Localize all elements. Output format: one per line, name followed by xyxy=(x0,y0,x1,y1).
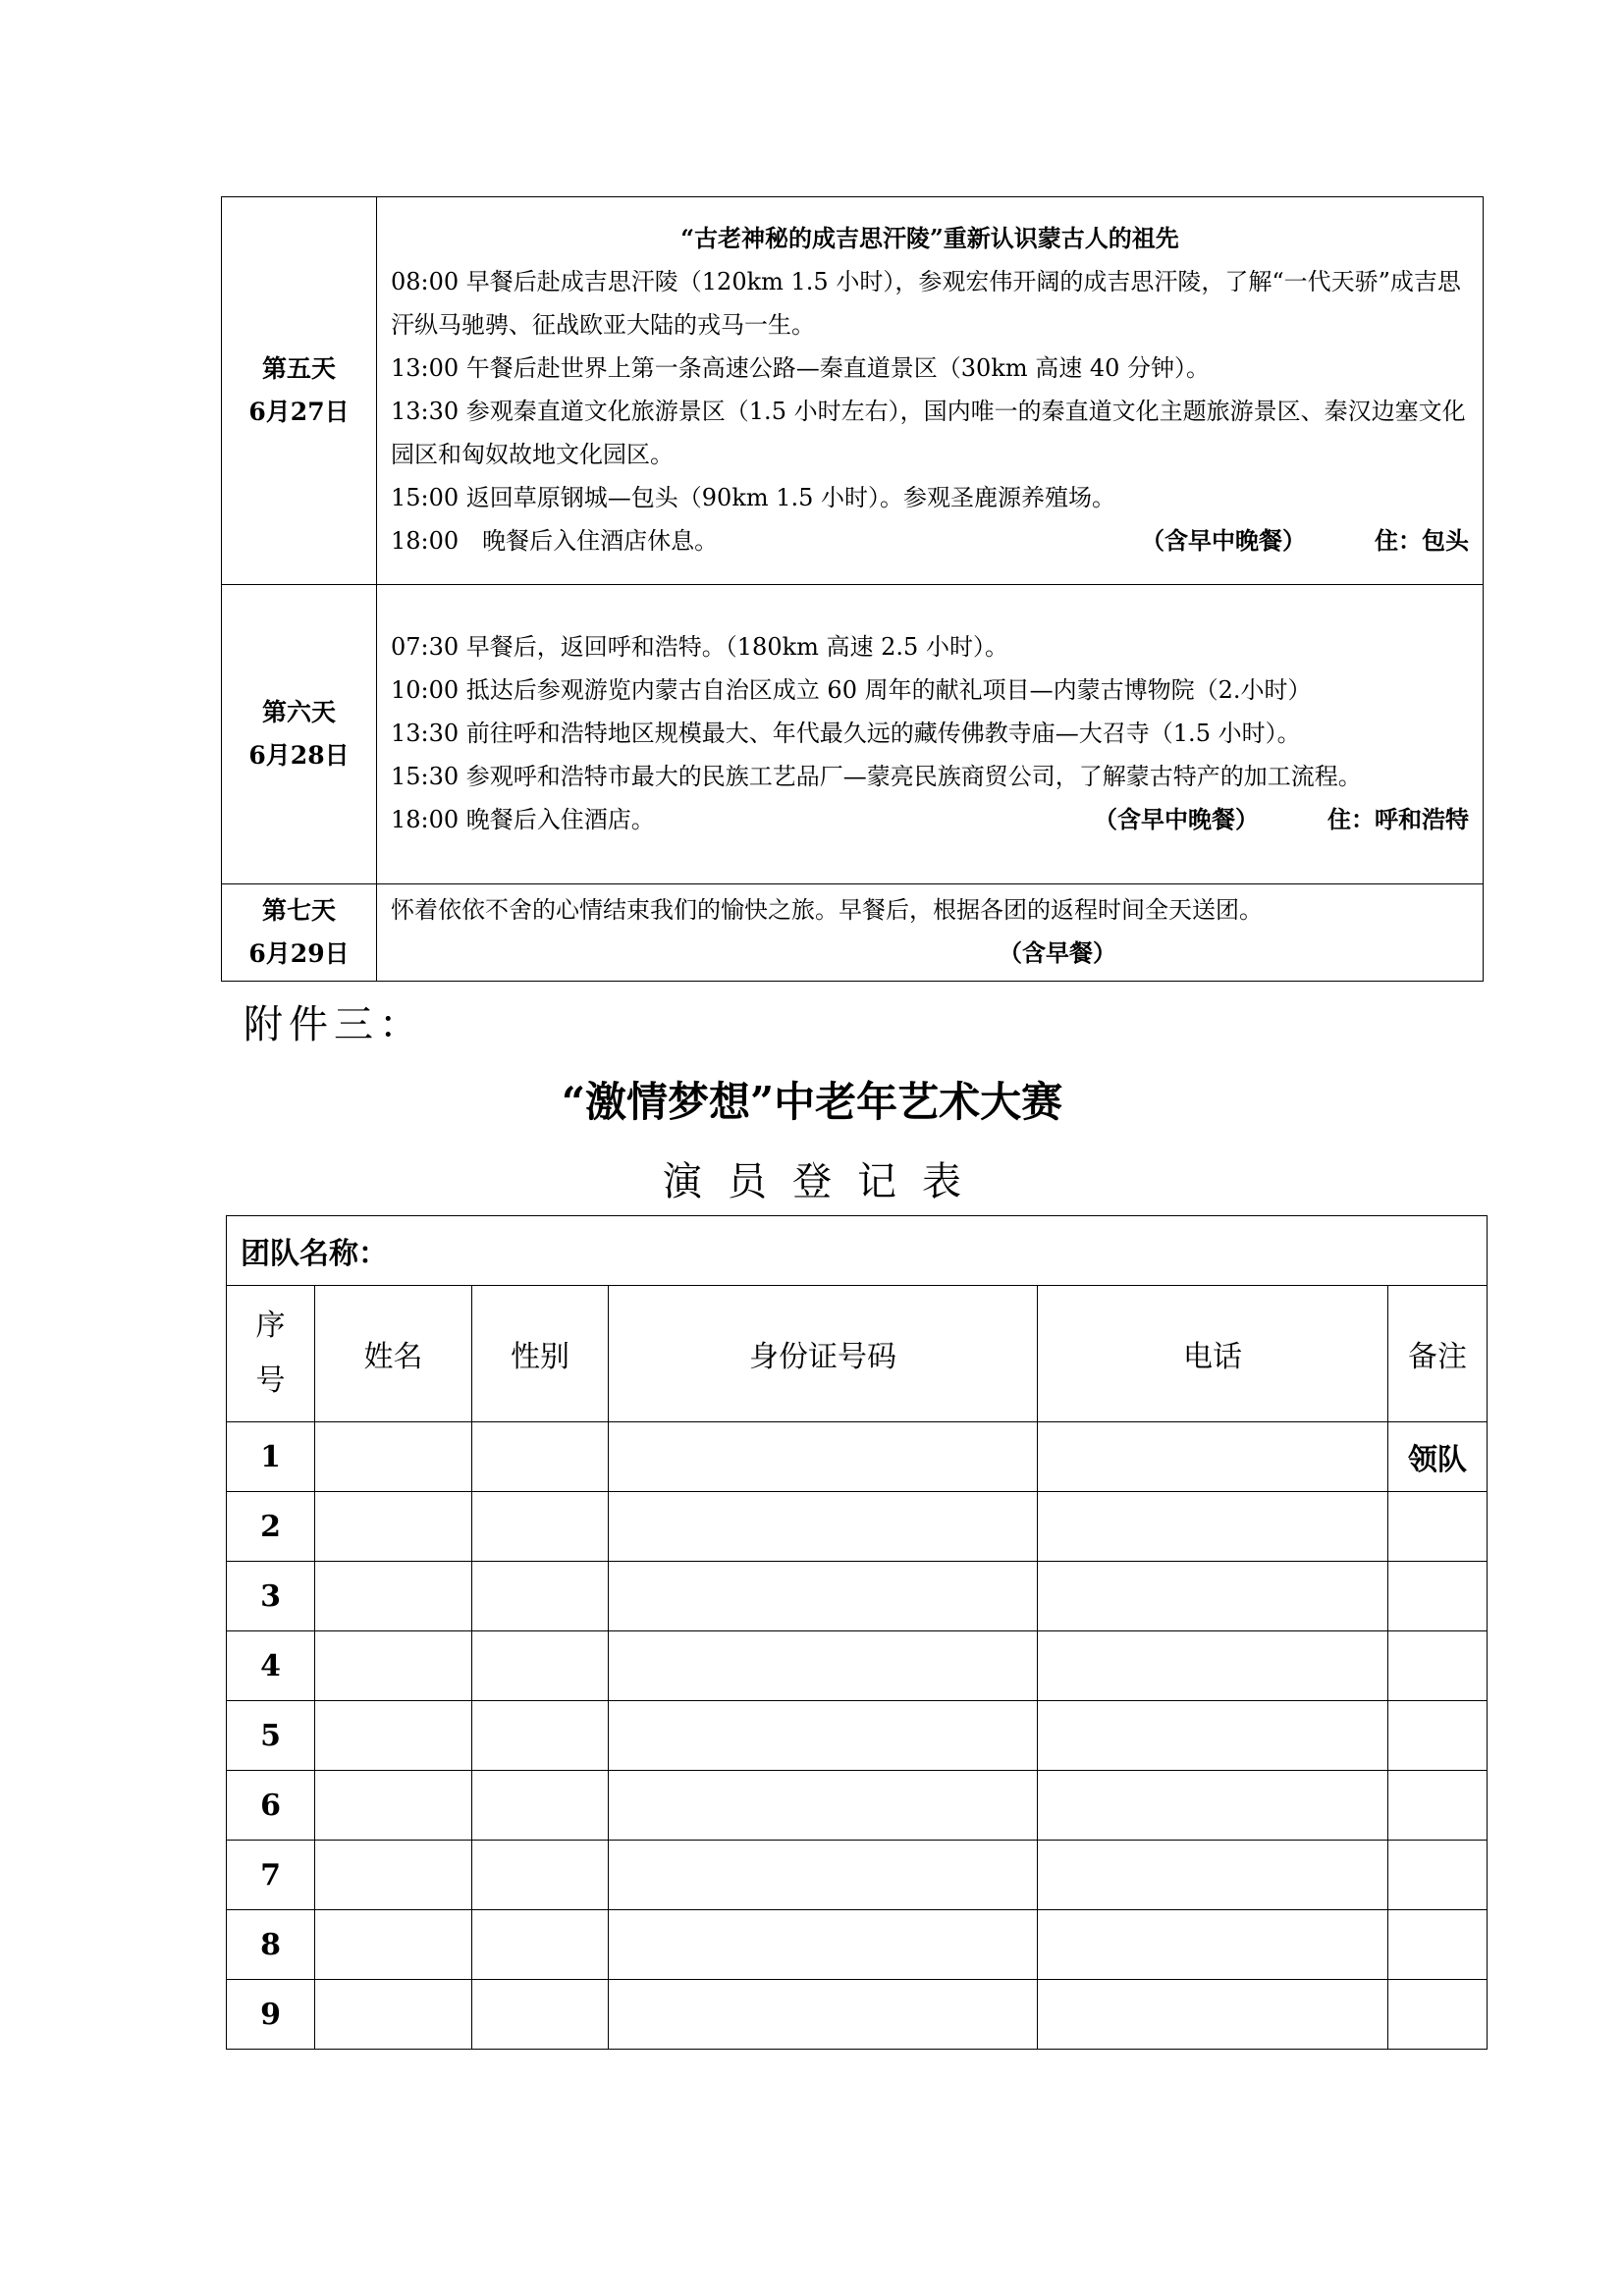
plan-line: 18:00 晚餐后入住酒店休息。 xyxy=(391,527,719,555)
team-name-row xyxy=(227,1216,1488,1286)
row-number: 3 xyxy=(227,1562,315,1631)
phone-cell[interactable] xyxy=(1038,1771,1388,1841)
phone-cell[interactable] xyxy=(1038,1562,1388,1631)
day-date: 6月27日 xyxy=(248,398,350,426)
table-row xyxy=(227,1562,1488,1631)
table-row xyxy=(227,1980,1488,2050)
id-number-cell[interactable] xyxy=(609,1422,1038,1492)
itinerary-table xyxy=(221,196,1484,982)
plan-line: 13:00 午餐后赴世界上第一条高速公路—秦直道景区（30km 高速 40 分钟）。 xyxy=(391,354,1211,382)
phone-cell[interactable] xyxy=(1038,1631,1388,1701)
phone-cell[interactable] xyxy=(1038,1980,1388,2050)
row-number: 4 xyxy=(227,1631,315,1701)
gender-cell[interactable] xyxy=(472,1631,609,1701)
registration-table xyxy=(226,1215,1488,2050)
name-cell[interactable] xyxy=(315,1910,472,1980)
day-detail xyxy=(377,197,1484,585)
id-number-cell[interactable] xyxy=(609,1701,1038,1771)
table-row xyxy=(227,1841,1488,1910)
meals-note: （含早餐） xyxy=(999,938,1116,967)
meal-stay xyxy=(1141,519,1469,562)
name-cell[interactable] xyxy=(315,1771,472,1841)
phone-cell[interactable] xyxy=(1038,1910,1388,1980)
id-number-cell[interactable] xyxy=(609,1492,1038,1562)
day-detail xyxy=(377,884,1484,982)
remark-cell[interactable] xyxy=(1388,1771,1488,1841)
remark-cell[interactable] xyxy=(1388,1562,1488,1631)
remark-header: 备注 xyxy=(1388,1286,1488,1422)
id-number-cell[interactable] xyxy=(609,1910,1038,1980)
gender-cell[interactable] xyxy=(472,1841,609,1910)
gender-cell[interactable] xyxy=(472,1980,609,2050)
row-number: 8 xyxy=(227,1910,315,1980)
contest-title: “激情梦想”中老年艺术大赛 xyxy=(561,1078,1063,1126)
header-row xyxy=(227,1286,1488,1422)
day-date: 6月29日 xyxy=(248,939,350,968)
row-number: 2 xyxy=(227,1492,315,1562)
gender-cell[interactable] xyxy=(472,1562,609,1631)
itinerary-row-day5 xyxy=(222,197,1484,585)
phone-cell[interactable] xyxy=(1038,1841,1388,1910)
gender-cell[interactable] xyxy=(472,1771,609,1841)
itinerary-row-day7 xyxy=(222,884,1484,982)
gender-header: 性别 xyxy=(472,1286,609,1422)
phone-cell[interactable] xyxy=(1038,1492,1388,1562)
table-row xyxy=(227,1701,1488,1771)
table-row xyxy=(227,1910,1488,1980)
id-number-cell[interactable] xyxy=(609,1562,1038,1631)
stay-note: 住：呼和浩特 xyxy=(1327,805,1469,833)
remark-cell[interactable] xyxy=(1388,1841,1488,1910)
plan-line: 13:30 前往呼和浩特地区规模最大、年代最久远的藏传佛教寺庙—大召寺（1.5 小时）。 xyxy=(391,720,1301,747)
team-name-field[interactable] xyxy=(227,1216,1488,1286)
remark-cell[interactable] xyxy=(1388,1631,1488,1701)
day-label: 第五天 xyxy=(261,354,336,383)
table-row xyxy=(227,1422,1488,1492)
meal-stay xyxy=(1094,798,1469,841)
plan-line: 15:30 参观呼和浩特市最大的民族工艺品厂—蒙亮民族商贸公司，了解蒙古特产的加工流程。 xyxy=(391,763,1362,790)
plan-line: 10:00 抵达后参观游览内蒙古自治区成立 60 周年的献礼项目—内蒙古博物院（2.小时） xyxy=(391,676,1312,704)
seq-header-bottom: 号 xyxy=(255,1363,286,1398)
table-row xyxy=(227,1771,1488,1841)
name-cell[interactable] xyxy=(315,1701,472,1771)
name-cell[interactable] xyxy=(315,1980,472,2050)
row-number: 7 xyxy=(227,1841,315,1910)
phone-cell[interactable] xyxy=(1038,1701,1388,1771)
day-label: 第六天 xyxy=(261,698,336,726)
remark-cell[interactable]: 领队 xyxy=(1388,1422,1488,1492)
day-label: 第七天 xyxy=(261,896,336,925)
remark-cell[interactable] xyxy=(1388,1701,1488,1771)
name-cell[interactable] xyxy=(315,1562,472,1631)
id-number-cell[interactable] xyxy=(609,1841,1038,1910)
id-number-cell[interactable] xyxy=(609,1771,1038,1841)
attachment-label: 附件三： xyxy=(244,1002,424,1047)
plan-line: 08:00 早餐后赴成吉思汗陵（120km 1.5 小时），参观宏伟开阔的成吉思汗陵，了解“一代天骄”成吉思汗纵马驰骋、征战欧亚大陆的戎马一生。 xyxy=(391,268,1461,339)
plan-last-line xyxy=(391,519,1469,562)
meals-note: （含早中晚餐） xyxy=(1094,805,1259,833)
name-cell[interactable] xyxy=(315,1492,472,1562)
id-number-cell[interactable] xyxy=(609,1631,1038,1701)
gender-cell[interactable] xyxy=(472,1492,609,1562)
id-number-cell[interactable] xyxy=(609,1980,1038,2050)
phone-cell[interactable] xyxy=(1038,1422,1388,1492)
seq-header-top: 序 xyxy=(255,1308,286,1343)
row-number: 9 xyxy=(227,1980,315,2050)
phone-header: 电话 xyxy=(1038,1286,1388,1422)
form-title: 演员登记表 xyxy=(663,1159,987,1204)
row-number: 1 xyxy=(227,1422,315,1492)
table-row xyxy=(227,1492,1488,1562)
day-cell xyxy=(222,585,377,884)
plan-line: 13:30 参观秦直道文化旅游景区（1.5 小时左右），国内唯一的秦直道文化主题旅游景区、秦汉边塞文化园区和匈奴故地文化园区。 xyxy=(391,398,1466,468)
seq-header xyxy=(227,1286,315,1422)
plan-last-line xyxy=(391,798,1469,841)
registration-body xyxy=(227,1422,1488,2050)
remark-cell[interactable] xyxy=(1388,1980,1488,2050)
day-cell xyxy=(222,197,377,585)
remark-cell[interactable] xyxy=(1388,1492,1488,1562)
table-row xyxy=(227,1631,1488,1701)
day-cell xyxy=(222,884,377,982)
meals-note: （含早中晚餐） xyxy=(1141,526,1306,555)
day-detail xyxy=(377,585,1484,884)
row-number: 6 xyxy=(227,1771,315,1841)
id-number-header: 身份证号码 xyxy=(609,1286,1038,1422)
remark-cell[interactable] xyxy=(1388,1910,1488,1980)
row-number: 5 xyxy=(227,1701,315,1771)
gender-cell[interactable] xyxy=(472,1910,609,1980)
day-date: 6月28日 xyxy=(248,741,350,770)
plan-line: 18:00 晚餐后入住酒店。 xyxy=(391,806,655,833)
name-cell[interactable] xyxy=(315,1422,472,1492)
plan-line: 07:30 早餐后，返回呼和浩特。（180km 高速 2.5 小时）。 xyxy=(391,633,1008,661)
plan-title: “古老神秘的成吉思汗陵”重新认识蒙古人的祖先 xyxy=(680,224,1179,252)
name-header: 姓名 xyxy=(315,1286,472,1422)
name-cell[interactable] xyxy=(315,1841,472,1910)
gender-cell[interactable] xyxy=(472,1701,609,1771)
plan-line: 怀着依依不舍的心情结束我们的愉快之旅。早餐后，根据各团的返程时间全天送团。 xyxy=(391,896,1263,924)
stay-note: 住：包头 xyxy=(1375,526,1469,555)
name-cell[interactable] xyxy=(315,1631,472,1701)
gender-cell[interactable] xyxy=(472,1422,609,1492)
team-name-label: 团队名称： xyxy=(241,1237,388,1271)
itinerary-row-day6 xyxy=(222,585,1484,884)
plan-line: 15:00 返回草原钢城—包头（90km 1.5 小时）。参观圣鹿源养殖场。 xyxy=(391,484,1116,511)
